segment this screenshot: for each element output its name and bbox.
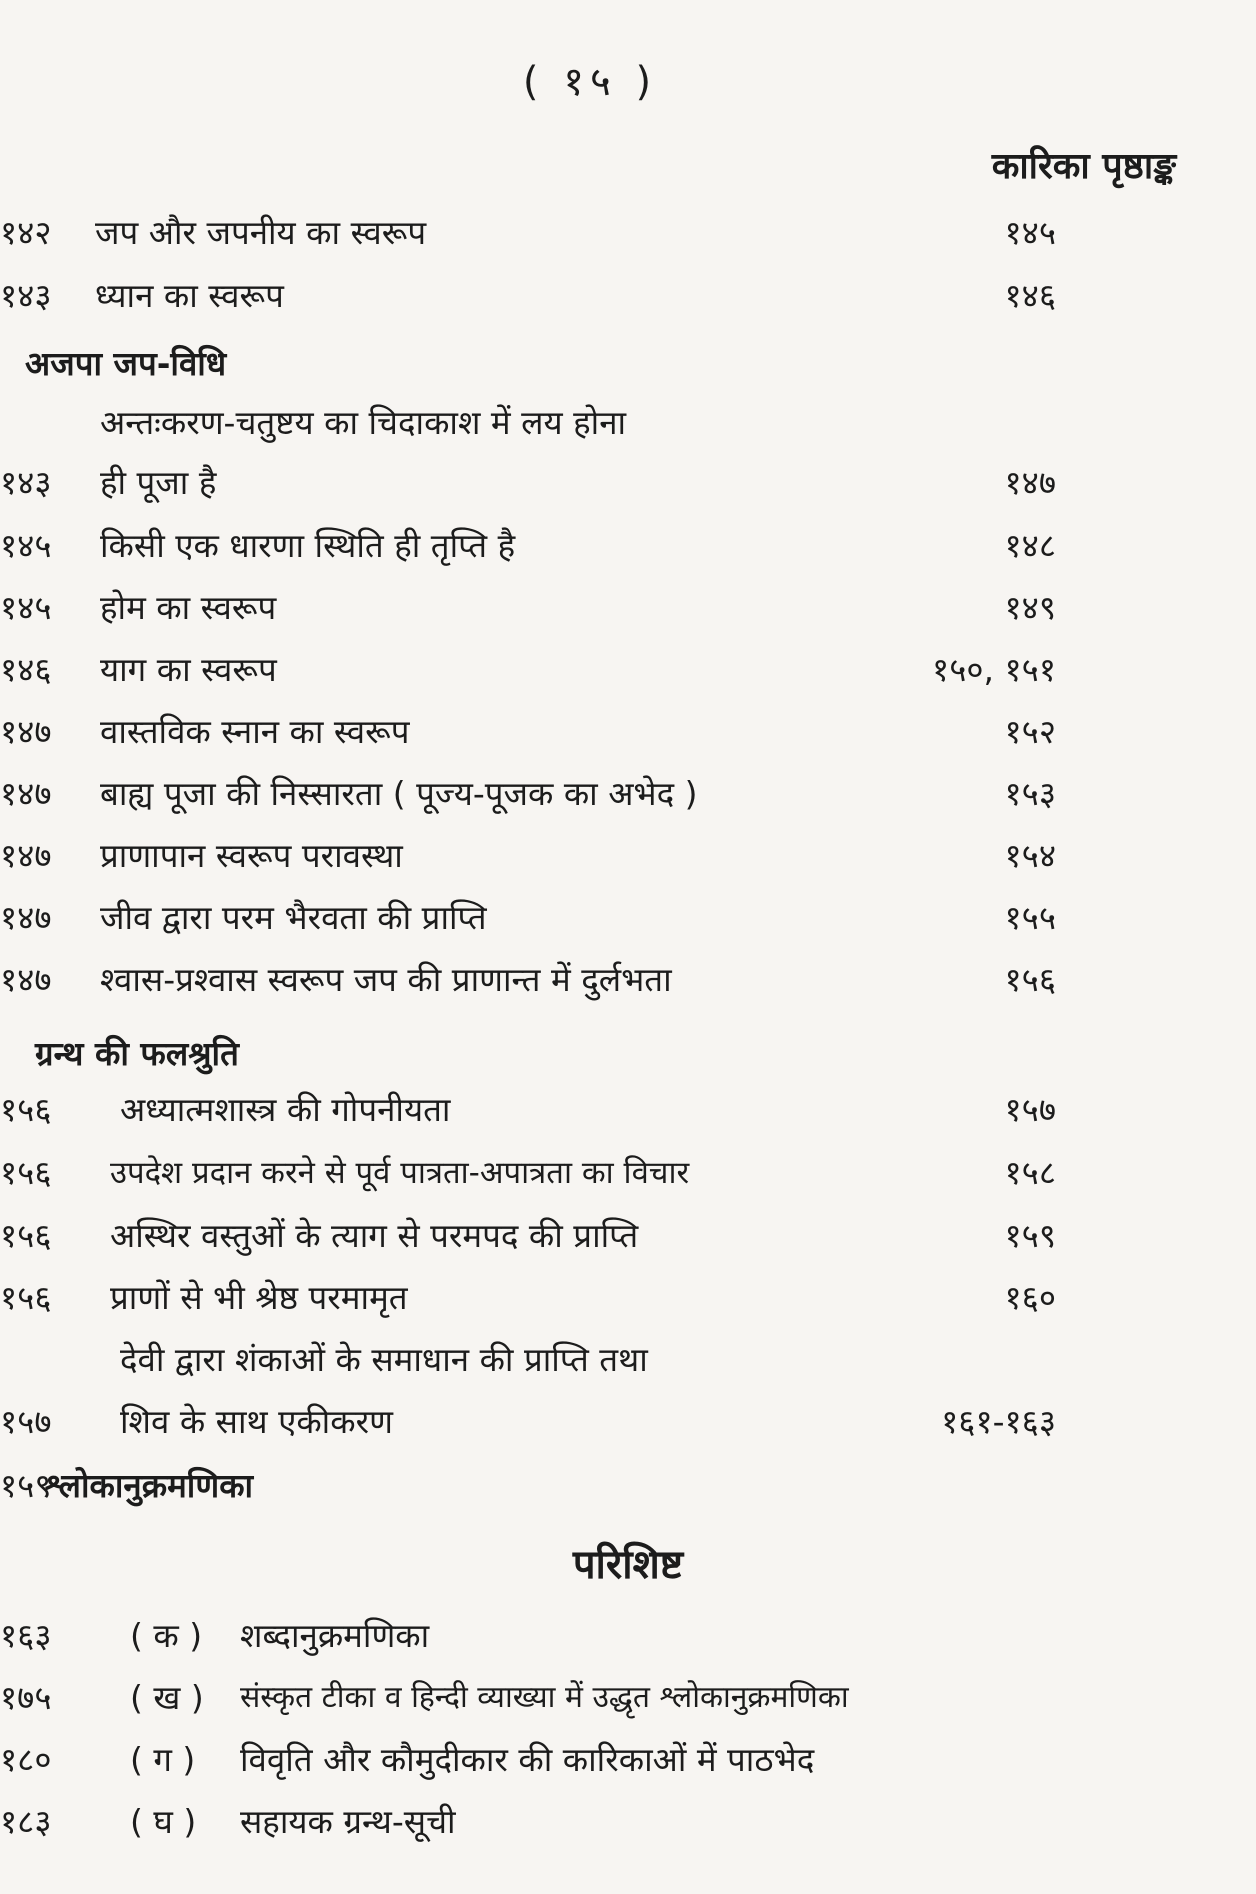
entry-page: १४३ xyxy=(0,463,52,502)
entry-page: १४२ xyxy=(0,213,52,252)
column-header: कारिका पृष्ठाङ्क xyxy=(991,146,1176,187)
appendix-row xyxy=(0,1732,1256,1788)
entry-title: शिव के साथ एकीकरण xyxy=(120,1402,393,1441)
appendix-row xyxy=(0,1670,1256,1726)
entry-karika: १६० xyxy=(1004,1278,1056,1317)
toc-row xyxy=(0,205,1256,261)
appendix-label: ( क ) xyxy=(130,1616,203,1655)
appendix-label: ( घ ) xyxy=(130,1802,197,1841)
appendix-page: १८० xyxy=(0,1740,52,1779)
appendix-page: १६३ xyxy=(0,1616,52,1655)
entry-title: अध्यात्मशास्त्र की गोपनीयता xyxy=(120,1090,451,1129)
toc-row xyxy=(0,1208,1256,1264)
entry-karika: १५८ xyxy=(1004,1153,1056,1192)
entry-page: १४७ xyxy=(0,774,52,813)
toc-row xyxy=(0,828,1256,884)
entry-karika: १४९ xyxy=(1004,588,1056,627)
entry-karika: १५४ xyxy=(1004,836,1056,875)
entry-title: ही पूजा है xyxy=(100,463,217,502)
toc-row xyxy=(0,704,1256,760)
entry-page: १५६ xyxy=(0,1090,52,1129)
appendix-page: १८३ xyxy=(0,1802,52,1841)
entry-title: श्वास-प्रश्वास स्वरूप जप की प्राणान्त में दुर्लभता xyxy=(100,960,672,999)
entry-karika: १५९ xyxy=(1004,1216,1056,1255)
entry-karika: १४५ xyxy=(1004,213,1056,252)
appendix-title: शब्दानुक्रमणिका xyxy=(240,1616,430,1655)
toc-row xyxy=(0,890,1256,946)
entry-karika: १५०, १५१ xyxy=(932,650,1056,689)
toc-row xyxy=(0,395,1256,451)
entry-title: किसी एक धारणा स्थिति ही तृप्ति है xyxy=(100,526,516,565)
entry-page: १४७ xyxy=(0,960,52,999)
entry-page: १४६ xyxy=(0,650,52,689)
entry-karika: १४७ xyxy=(1004,463,1056,502)
toc-row xyxy=(0,1394,1256,1450)
entry-title: बाह्य पूजा की निस्सारता ( पूज्य-पूजक का अभेद ) xyxy=(100,774,698,813)
toc-row-shloka-index xyxy=(0,1458,1256,1514)
toc-row xyxy=(0,1270,1256,1326)
entry-page: १४५ xyxy=(0,588,52,627)
entry-page: १५६ xyxy=(0,1278,52,1317)
entry-title: वास्तविक स्नान का स्वरूप xyxy=(100,712,410,751)
appendix-title: विवृति और कौमुदीकार की कारिकाओं में पाठभेद xyxy=(240,1740,815,1779)
appendix-label: ( ख ) xyxy=(130,1678,204,1717)
entry-title: देवी द्वारा शंकाओं के समाधान की प्राप्ति तथा xyxy=(120,1340,648,1379)
entry-karika: १४६ xyxy=(1004,276,1056,315)
entry-title: अन्तःकरण-चतुष्टय का चिदाकाश में लय होना xyxy=(100,403,627,442)
entry-page: १४७ xyxy=(0,836,52,875)
appendix-row xyxy=(0,1794,1256,1850)
page-number: ( १५ ) xyxy=(522,59,658,105)
toc-row xyxy=(0,1145,1256,1201)
entry-page: १४७ xyxy=(0,712,52,751)
toc-row xyxy=(0,952,1256,1008)
entry-title: होम का स्वरूप xyxy=(100,588,277,627)
entry-title: जीव द्वारा परम भैरवता की प्राप्ति xyxy=(100,898,487,937)
appendix-heading: परिशिष्ट xyxy=(572,1542,684,1588)
entry-title: उपदेश प्रदान करने से पूर्व पात्रता-अपात्रता का विचार xyxy=(110,1155,690,1191)
entry-page: १४३ xyxy=(0,276,52,315)
appendix-label: ( ग ) xyxy=(130,1740,196,1779)
entry-title: प्राणों से भी श्रेष्ठ परमामृत xyxy=(110,1278,408,1317)
toc-row xyxy=(0,455,1256,511)
entry-karika: १५६ xyxy=(1004,960,1056,999)
toc-row xyxy=(0,580,1256,636)
toc-row xyxy=(0,642,1256,698)
toc-row xyxy=(0,518,1256,574)
entry-karika: १६१-१६३ xyxy=(941,1402,1056,1441)
toc-row xyxy=(0,766,1256,822)
appendix-title: सहायक ग्रन्थ-सूची xyxy=(240,1802,456,1841)
entry-karika: १५७ xyxy=(1004,1090,1056,1129)
entry-page: १४७ xyxy=(0,898,52,937)
entry-page: १४५ xyxy=(0,526,52,565)
toc-row xyxy=(0,1082,1256,1138)
entry-karika: १५३ xyxy=(1004,774,1056,813)
appendix-page: १७५ xyxy=(0,1678,52,1717)
entry-page: १५६ xyxy=(0,1216,52,1255)
entry-title: जप और जपनीय का स्वरूप xyxy=(95,213,427,252)
appendix-title: संस्कृत टीका व हिन्दी व्याख्या में उद्धृत श्लोकानुक्रमणिका xyxy=(240,1680,849,1715)
section-heading-ajapa: अजपा जप-विधि xyxy=(25,344,227,383)
entry-karika: १५५ xyxy=(1004,898,1056,937)
entry-page: १५७ xyxy=(0,1402,52,1441)
entry-karika: १४८ xyxy=(1004,526,1056,565)
toc-row xyxy=(0,268,1256,324)
entry-title: ध्यान का स्वरूप xyxy=(95,276,284,315)
appendix-row xyxy=(0,1608,1256,1664)
entry-page: १५९ xyxy=(0,1466,52,1505)
section-heading-phalashruti: ग्रन्थ की फलश्रुति xyxy=(35,1034,239,1073)
entry-title: श्लोकानुक्रमणिका xyxy=(45,1466,254,1505)
entry-title: अस्थिर वस्तुओं के त्याग से परमपद की प्राप्ति xyxy=(110,1216,639,1255)
entry-karika: १५२ xyxy=(1004,712,1056,751)
entry-title: प्राणापान स्वरूप परावस्था xyxy=(100,836,403,875)
toc-row xyxy=(0,1332,1256,1388)
entry-title: याग का स्वरूप xyxy=(100,650,277,689)
entry-page: १५६ xyxy=(0,1153,52,1192)
